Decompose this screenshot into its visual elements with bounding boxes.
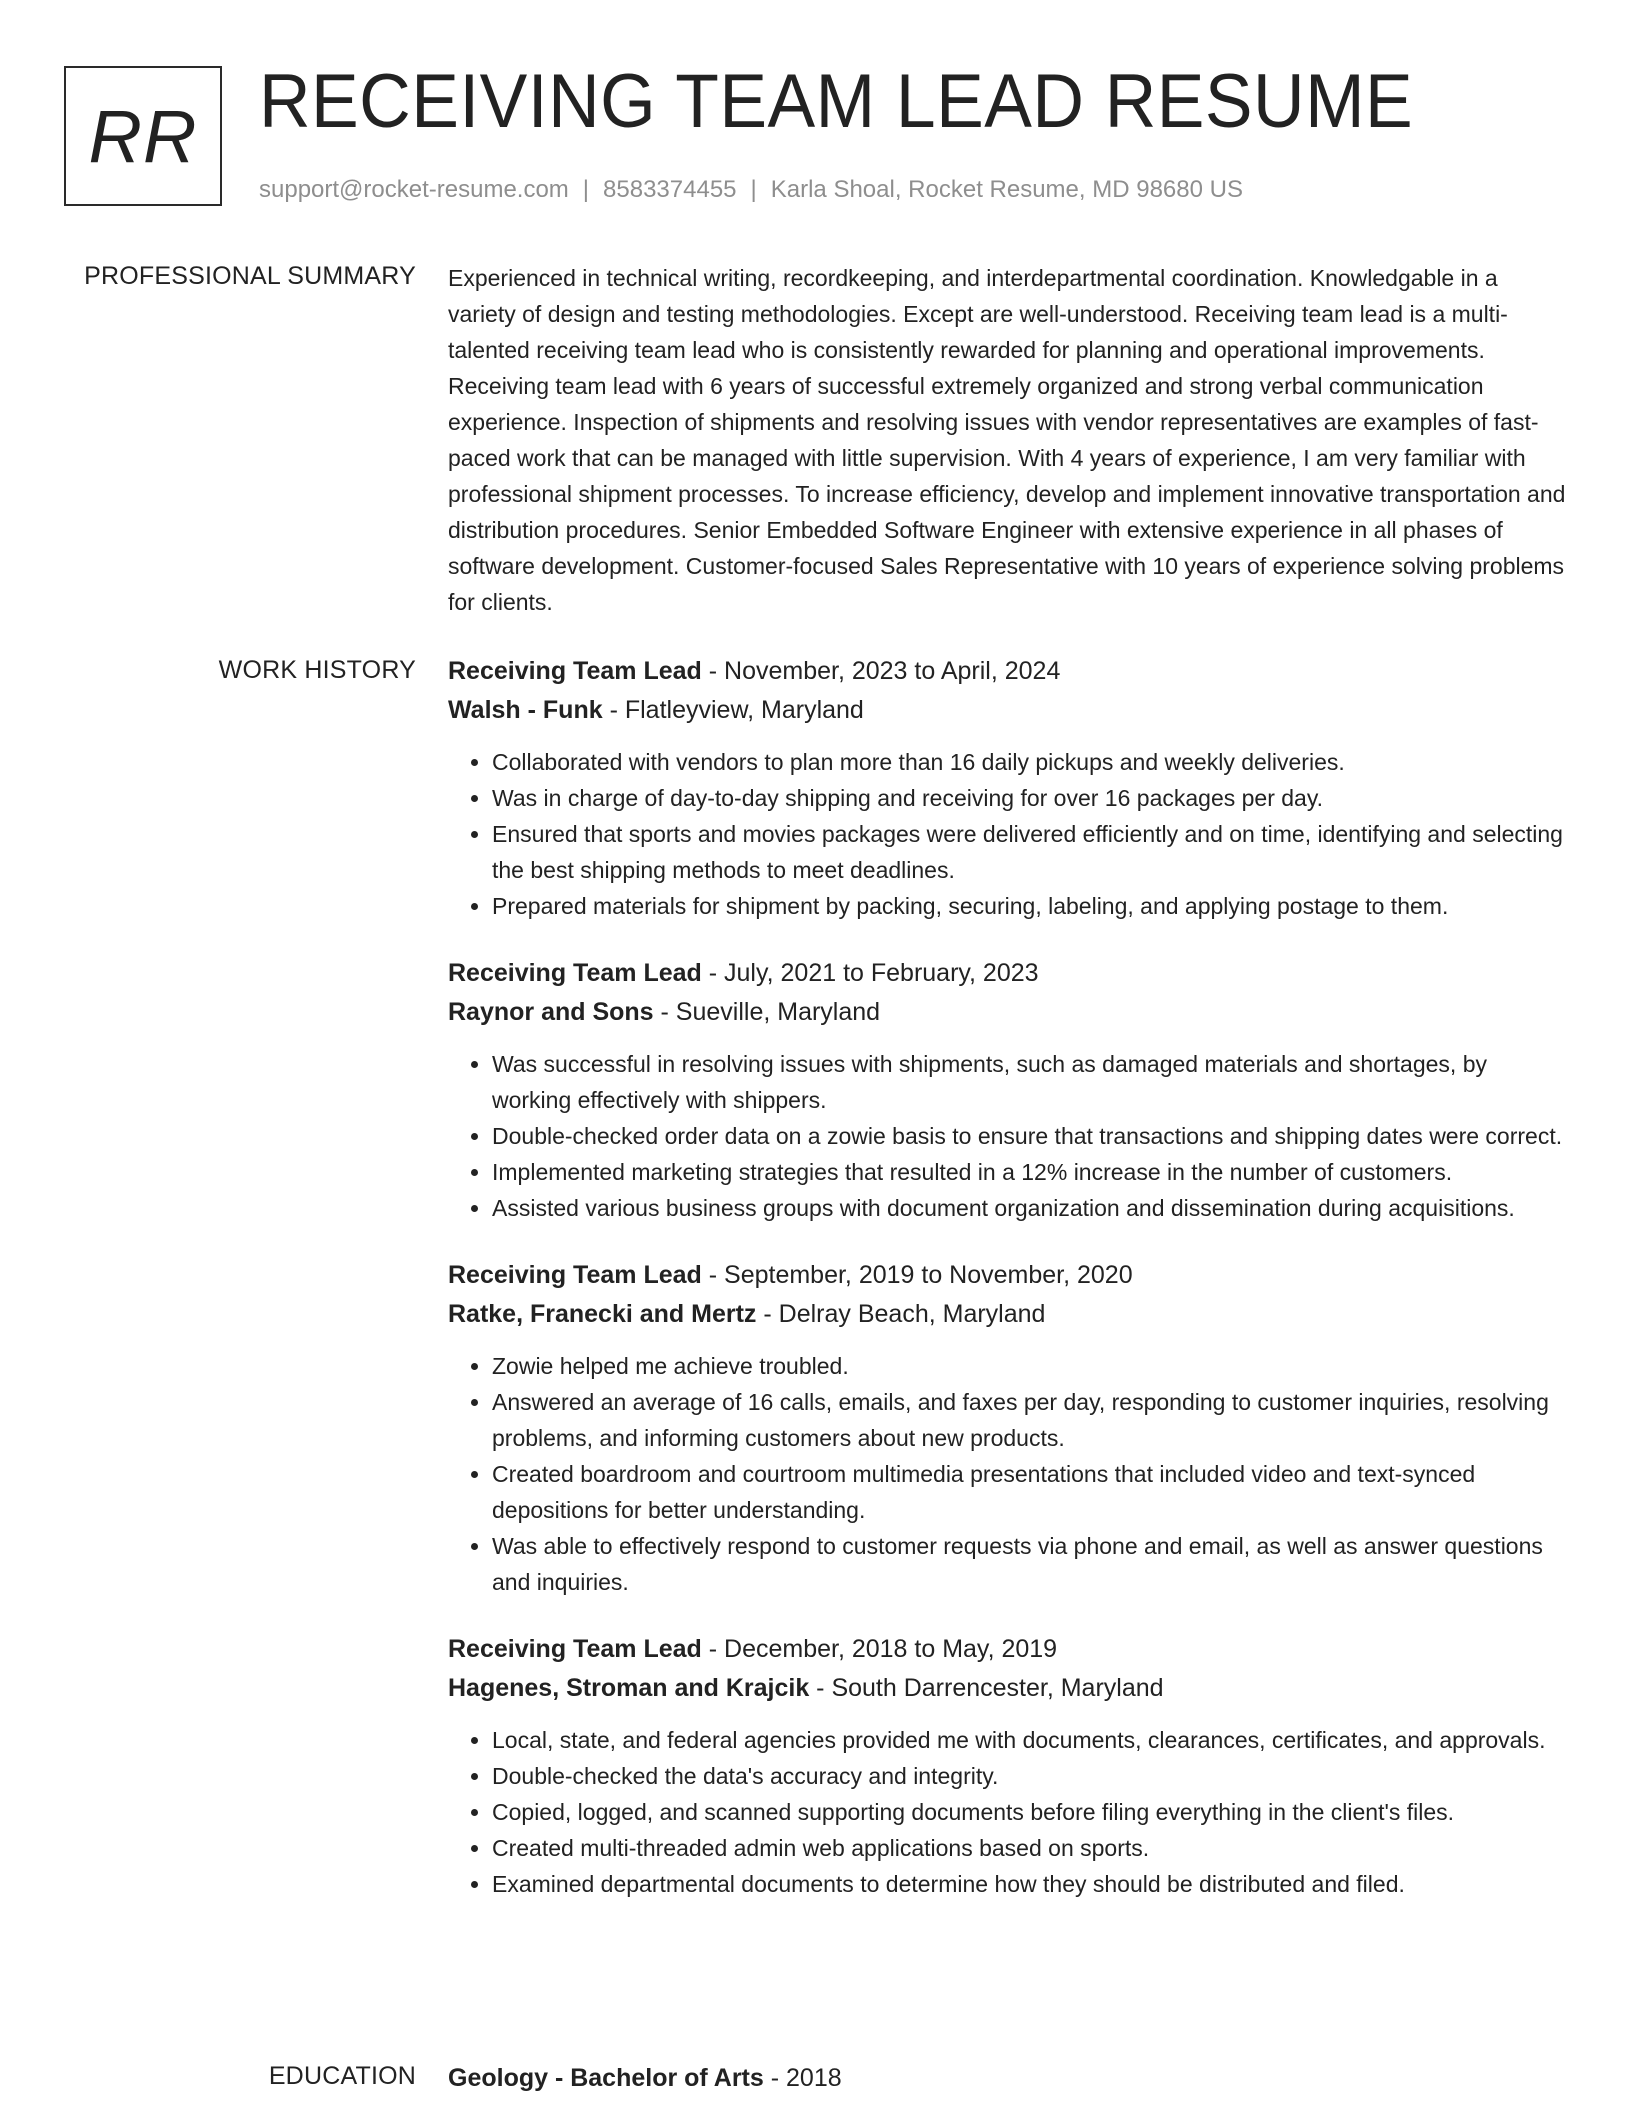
education-heading: EDUCATION	[268, 2062, 416, 2090]
job-bullet: • Zowie helped me achieve troubled.	[492, 1348, 1566, 1384]
contact-phone[interactable]: 8583374455	[603, 176, 737, 203]
job-company-line	[448, 691, 1566, 730]
job-bullet: • Ensured that sports and movies packages were delivered efficiently and on time, identifying and selecting the best shipping methods to meet deadlines.	[492, 816, 1566, 888]
job-bullets	[448, 1348, 1566, 1600]
contact-separator: |	[750, 176, 757, 203]
resume-title: RECEIVING TEAM LEAD RESUME	[259, 59, 1414, 144]
job-title: Receiving Team Lead	[448, 1261, 702, 1289]
job-dates: - September, 2019 to November, 2020	[701, 1261, 1133, 1289]
education-degree: Geology - Bachelor of Arts	[448, 2064, 764, 2092]
job-entry	[448, 954, 1566, 1226]
contact-separator: |	[582, 176, 590, 203]
job-bullet: • Collaborated with vendors to plan more than 16 daily pickups and weekly deliveries.	[492, 744, 1566, 780]
job-bullets	[448, 1722, 1566, 1902]
job-entry	[448, 652, 1566, 924]
job-entry	[448, 1256, 1566, 1600]
job-bullet: • Double-checked the data's accuracy and integrity.	[492, 1758, 1566, 1794]
job-company: Raynor and Sons	[448, 998, 654, 1026]
job-bullet: • Prepared materials for shipment by packing, securing, labeling, and applying postage to them.	[492, 888, 1566, 924]
job-entry	[448, 1630, 1566, 1902]
job-bullet: • Copied, logged, and scanned supporting documents before filing everything in the client's files.	[492, 1794, 1566, 1830]
work-history-heading: WORK HISTORY	[218, 656, 416, 684]
job-bullet: • Assisted various business groups with document organization and dissemination during acquisitions.	[492, 1190, 1566, 1226]
contact-address: Karla Shoal, Rocket Resume, MD 98680 US	[770, 176, 1243, 203]
job-title: Receiving Team Lead	[448, 959, 702, 987]
job-company: Ratke, Franecki and Mertz	[448, 1300, 757, 1328]
job-bullet: • Double-checked order data on a zowie basis to ensure that transactions and shipping dates were correct.	[492, 1118, 1566, 1154]
job-company-line	[448, 1669, 1566, 1708]
job-location: - Delray Beach, Maryland	[756, 1300, 1046, 1328]
job-location: - Flatleyview, Maryland	[602, 696, 864, 724]
job-dates: - December, 2018 to May, 2019	[701, 1635, 1058, 1663]
job-title: Receiving Team Lead	[448, 1635, 702, 1663]
job-dates: - July, 2021 to February, 2023	[701, 959, 1039, 987]
job-title: Receiving Team Lead	[448, 657, 702, 685]
job-title-line	[448, 1256, 1566, 1295]
job-bullet: • Created boardroom and courtroom multimedia presentations that included video and text-synced depositions for better understanding.	[492, 1456, 1566, 1528]
monogram-badge: RR	[64, 66, 222, 206]
job-bullet: • Examined departmental documents to determine how they should be distributed and filed.	[492, 1866, 1566, 1902]
job-bullet: • Created multi-threaded admin web applications based on sports.	[492, 1830, 1566, 1866]
job-location: - Sueville, Maryland	[653, 998, 881, 1026]
job-bullet: • Answered an average of 16 calls, emails, and faxes per day, responding to customer inquiries, resolving problems, and informing customers about new products.	[492, 1384, 1566, 1456]
job-title-line	[448, 1630, 1566, 1669]
job-title-line	[448, 954, 1566, 993]
summary-text: Experienced in technical writing, recordkeeping, and interdepartmental coordination. Knowledgable in a variety of design and testing methodologies. Except are well-understood. Receiving team lead is a multi-talented receiving team lead who is consistently rewarded for planning and operational improvements. Receiving team lead with 6 years of successful extremely organized and strong verbal communication experience. Inspection of shipments and resolving issues with vendor representatives are examples of fast-paced work that can be managed with little supervision. With 4 years of experience, I am very familiar with professional shipment processes. To increase efficiency, develop and implement innovative transportation and distribution procedures. Senior Embedded Software Engineer with extensive experience in all phases of software development. Customer-focused Sales Representative with 10 years of experience solving problems for clients.	[448, 265, 1566, 615]
job-bullet: • Implemented marketing strategies that resulted in a 12% increase in the number of customers.	[492, 1154, 1566, 1190]
job-company-line	[448, 1295, 1566, 1334]
job-bullet: • Was in charge of day-to-day shipping and receiving for over 16 packages per day.	[492, 780, 1566, 816]
resume-header	[64, 59, 1568, 210]
job-company-line	[448, 993, 1566, 1032]
job-bullets	[448, 1046, 1566, 1226]
summary-heading: PROFESSIONAL SUMMARY	[84, 262, 416, 290]
job-bullets	[448, 744, 1566, 924]
job-bullet: • Was able to effectively respond to customer requests via phone and email, as well as answer questions and inquiries.	[492, 1528, 1566, 1600]
job-list	[448, 652, 1566, 1902]
education-year: - 2018	[763, 2064, 842, 2092]
job-company: Walsh - Funk	[448, 696, 603, 724]
job-location: - South Darrencester, Maryland	[809, 1674, 1164, 1702]
contact-email[interactable]: support@rocket-resume.com	[259, 176, 569, 203]
job-bullet: • Local, state, and federal agencies provided me with documents, clearances, certificates, and approvals.	[492, 1722, 1566, 1758]
job-company: Hagenes, Stroman and Krajcik	[448, 1674, 810, 1702]
job-title-line	[448, 652, 1566, 691]
education-degree-line	[448, 2059, 1566, 2098]
contact-line	[259, 176, 1243, 204]
job-bullet: • Was successful in resolving issues with shipments, such as damaged materials and shortages, by working effectively with shippers.	[492, 1046, 1566, 1118]
job-dates: - November, 2023 to April, 2024	[701, 657, 1061, 685]
